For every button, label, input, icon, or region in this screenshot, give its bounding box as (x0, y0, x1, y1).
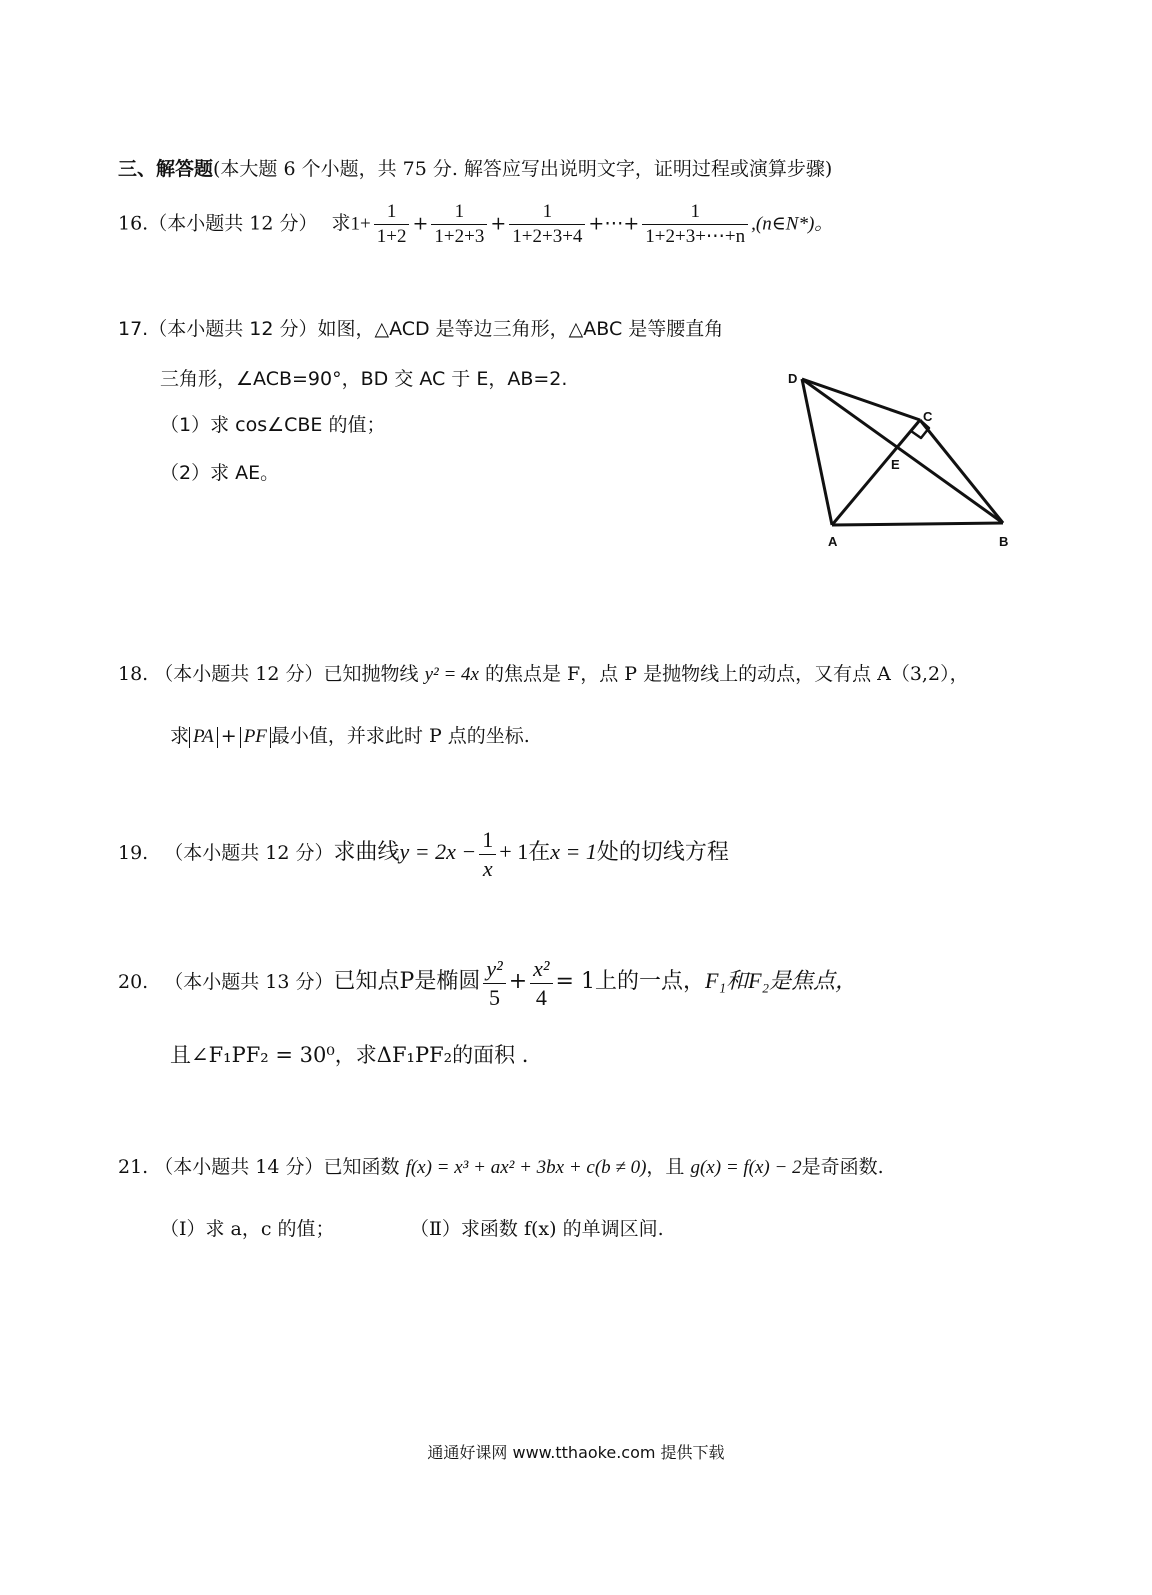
q17-line-1: 17.（本小题共 12 分）如图，△ACD 是等边三角形，△ABC 是等腰直角 (118, 318, 724, 340)
segment-ac (832, 420, 920, 525)
q19-eq-c: x = 1 (550, 839, 597, 864)
section-header (118, 160, 832, 179)
q17-part-2: （2）求 AE。 (160, 462, 280, 484)
q16-dots: +⋯+ (588, 212, 640, 235)
q16-frac-1: $\frac{1}{1+2}$ (374, 200, 410, 249)
question-20 (118, 955, 857, 1011)
section-note: (本大题 6 个小题，共 75 分. 解答应写出说明文字，证明过程或演算步骤) (213, 158, 833, 180)
q21-f: f(x) = x³ + ax² + 3bx + c(b ≠ 0) (405, 1157, 647, 1178)
question-16: 16.（本小题共 12 分） 求1+ $\frac{1}{1+2}$ + $\frac{1}{1+2+3}$ + $\frac{1}{1+2+3+4}$ +⋯+ $\frac{1}{1+2+3+\cdots+n}$ ,(n∈N*)。 (118, 201, 834, 247)
q21-intro: 21. （本小题共 14 分）已知函数 (118, 1156, 400, 1178)
q17-line-2: 三角形，∠ACB=90°，BD 交 AC 于 E，AB=2. (160, 368, 568, 390)
q16-condition: ,(n∈N*)。 (751, 213, 834, 235)
q20-plus: + (508, 969, 528, 994)
segment-da (802, 379, 832, 525)
q16-score: （本小题共 12 分） (148, 212, 318, 235)
q20-line-2: 且∠F₁PF₂ = 30⁰，求ΔF₁PF₂的面积 . (170, 1043, 529, 1067)
q21-and: ，且 (646, 1156, 685, 1178)
q18-ask: 求 (170, 725, 190, 747)
geometry-figure (780, 365, 1035, 555)
q19-eq-b: + 1 (499, 839, 529, 864)
q19-text-b: 在 (528, 840, 551, 865)
q19-number: 19. (118, 842, 149, 864)
q20-frac-y: $\frac{\text{y²}}{5}$ (483, 955, 505, 1011)
q17-part-1: （1）求 cos∠CBE 的值； (160, 414, 386, 436)
q21-g: g(x) = f(x) − 2 (690, 1157, 802, 1178)
q19-frac: $\frac{1}{x}$ (479, 826, 496, 882)
q21-rest: 是奇函数. (801, 1156, 884, 1178)
q16-ask: 求 (331, 212, 351, 235)
q18-rest: 的焦点是 F，点 P 是抛物线上的动点，又有点 A（3,2）， (485, 663, 969, 685)
q19-text-c: 处的切线方程 (596, 840, 729, 865)
q16-frac-2: $\frac{1}{1+2+3}$ (431, 200, 487, 249)
label-b: B (999, 534, 1009, 549)
q21-line-1 (118, 1158, 884, 1177)
section-title: 三、解答题 (118, 158, 214, 180)
question-19 (118, 826, 729, 882)
q19-eq-a: y = 2x − (399, 839, 477, 864)
q18-pa: PA (189, 727, 218, 748)
q19-score: （本小题共 12 分） (164, 842, 334, 864)
q18-equation: y² = 4x (424, 664, 479, 685)
q18-rest-2: 最小值，并求此时 P 点的坐标. (270, 725, 530, 747)
label-e: E (891, 457, 900, 472)
q21-part-2: （Ⅱ）求函数 f(x) 的单调区间. (410, 1218, 664, 1240)
q20-score: （本小题共 13 分） (164, 971, 334, 993)
q20-text-a: 已知点P是椭圆 (333, 969, 481, 994)
segment-ab (832, 523, 1003, 525)
q19-text-a: 求曲线 (333, 840, 400, 865)
q18-line-1 (118, 665, 969, 684)
q18-pf: PF (240, 727, 271, 748)
q16-number: 16. (118, 212, 149, 235)
q18-line-2 (170, 727, 530, 748)
q16-frac-3: $\frac{1}{1+2+3+4}$ (509, 200, 585, 249)
label-c: C (923, 409, 933, 424)
q16-one: 1+ (350, 213, 371, 235)
q21-part-1: （Ⅰ）求 a，c 的值； (160, 1218, 335, 1240)
segment-dc (802, 379, 920, 420)
q20-text-b: 上的一点， (594, 969, 705, 994)
footer-text: 通通好课网 www.tthaoke.com 提供下载 (427, 1443, 725, 1462)
label-a: A (828, 534, 838, 549)
q18-plus: + (220, 725, 237, 747)
label-d: D (788, 371, 798, 386)
segment-db (802, 379, 1003, 523)
q20-text-c: F₁和F₂是焦点， (704, 968, 858, 993)
q20-number: 20. (118, 971, 149, 993)
q20-frac-x: $\frac{\text{x²}}{4}$ (530, 955, 552, 1011)
q18-intro: 18. （本小题共 12 分）已知抛物线 (118, 663, 419, 685)
q20-eq: = 1 (555, 969, 595, 994)
q16-frac-n: $\frac{1}{1+2+3+\cdots+n}$ (642, 200, 748, 249)
